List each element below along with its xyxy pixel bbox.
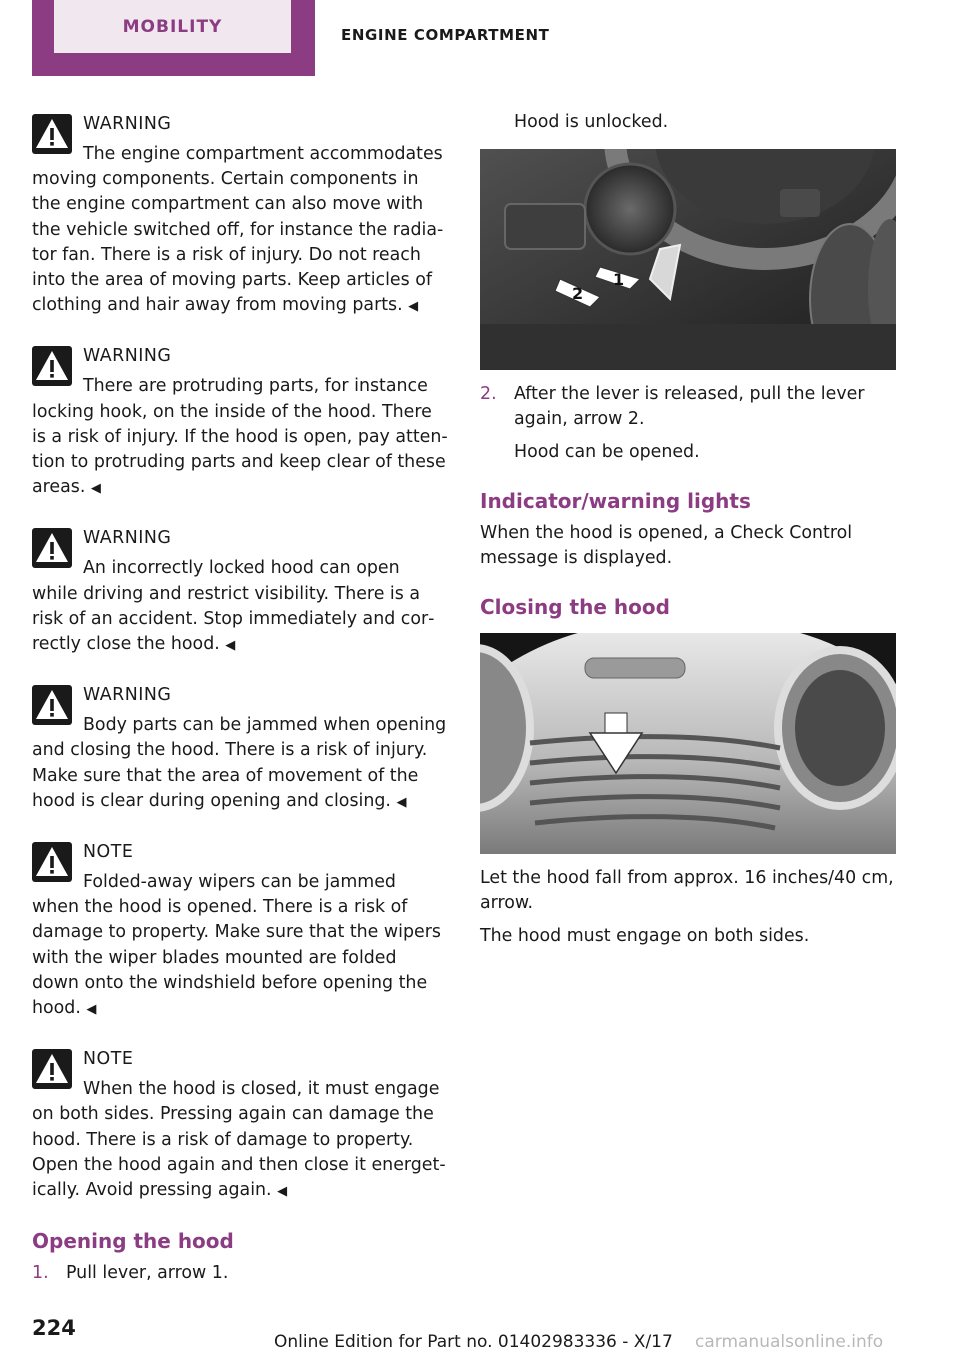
end-mark-icon: ◀ <box>225 638 236 654</box>
note-body-text: The engine compartment accommodates moving components. Certain components in the engine compartment can also move with the vehicle switched off, for instance the radiator fan. There is a risk of injury. Do not reach into the area of moving parts. Keep articles of clothing and hair away from moving parts. <box>32 144 444 316</box>
step-1-number: 1. <box>32 1263 49 1284</box>
step-2 <box>480 382 898 432</box>
note-title: NOTE <box>83 1049 134 1070</box>
end-mark-icon: ◀ <box>90 481 101 497</box>
step-2-text: After the lever is released, pull the lever again, arrow 2. <box>514 384 865 430</box>
note-body <box>32 870 448 1022</box>
note-body <box>32 556 448 658</box>
step-1-result: Hood is unlocked. <box>514 112 669 132</box>
note-body <box>32 713 448 815</box>
note-body <box>32 142 448 319</box>
note-title: NOTE <box>83 842 134 863</box>
note-title: WARNING <box>83 685 172 706</box>
end-mark-icon: ◀ <box>396 794 407 810</box>
step-2-result: Hood can be opened. <box>514 441 700 462</box>
notes-list <box>32 110 448 1204</box>
warning-triangle-icon <box>32 842 72 882</box>
note-body <box>32 374 448 501</box>
photo-arrow-1-label: 1 <box>613 270 625 290</box>
left-column <box>32 110 448 1287</box>
hood-lever-photo <box>480 149 896 370</box>
indicator-text: When the hood is opened, a Check Control message is displayed. <box>480 522 853 569</box>
note-title: WARNING <box>83 114 172 134</box>
note-body <box>32 1077 448 1204</box>
warning-triangle-icon <box>32 528 72 568</box>
chapter-tab <box>32 0 315 76</box>
chapter-title: MOBILITY <box>54 0 291 53</box>
edition-text: Online Edition for Part no. 01402983336 - X/17 <box>274 1332 673 1352</box>
note-block <box>32 681 448 815</box>
note-block <box>32 524 448 658</box>
note-block <box>32 838 448 1022</box>
watermark: carmanualsonline.info <box>695 1332 884 1352</box>
warning-triangle-icon <box>32 346 72 386</box>
step-1 <box>32 1261 448 1286</box>
end-mark-icon: ◀ <box>277 1184 288 1200</box>
warning-triangle-icon <box>32 685 72 725</box>
note-body-text: An incorrectly locked hood can open while driving and restrict visibility. There is a risk of an accident. Stop immediately and correctly close the hood. <box>32 558 435 655</box>
note-body-text: Body parts can be jammed when opening and closing the hood. There is a risk of injury. Make sure that the area of movement of the hood is clear during opening and closing. <box>32 715 447 811</box>
hood-closing-photo <box>480 633 896 854</box>
right-column <box>480 110 898 949</box>
note-body-text: Folded-away wipers can be jammed when the hood is opened. There is a risk of damage to property. Make sure that the wipers with the wiper blades mounted are folded down onto the windshield before opening the hood. <box>32 872 441 1019</box>
page-number: 224 <box>32 1316 76 1340</box>
note-block <box>32 110 448 319</box>
note-body-text: When the hood is closed, it must engage on both sides. Pressing again can damage the hood. There is a risk of damage to property. Open the hood again and then close it energetically. Avoid pressing again. <box>32 1079 446 1201</box>
note-block <box>32 1045 448 1204</box>
closing-heading: Closing the hood <box>480 595 670 620</box>
section-title: ENGINE COMPARTMENT <box>341 26 550 44</box>
step-2-number: 2. <box>480 384 497 405</box>
note-title: WARNING <box>83 528 172 549</box>
indicator-heading: Indicator/warning lights <box>480 488 751 513</box>
note-block <box>32 342 448 501</box>
end-mark-icon: ◀ <box>86 1002 97 1018</box>
closing-text-1: Let the hood fall from approx. 16 inches/40 cm, arrow. <box>480 868 894 914</box>
warning-triangle-icon <box>32 1049 72 1089</box>
end-mark-icon: ◀ <box>408 299 419 315</box>
warning-triangle-icon <box>32 114 72 154</box>
photo-arrow-2-label: 2 <box>572 284 584 304</box>
note-body-text: There are protruding parts, for instance locking hook, on the inside of the hood. There is a risk of injury. If the hood is open, pay attention to protruding parts and keep clear of these areas. <box>32 376 448 498</box>
opening-section <box>32 1227 448 1286</box>
closing-text-2: The hood must engage on both sides. <box>480 925 810 946</box>
step-1-text: Pull lever, arrow 1. <box>66 1263 229 1284</box>
opening-heading: Opening the hood <box>32 1229 234 1254</box>
note-title: WARNING <box>83 346 172 367</box>
